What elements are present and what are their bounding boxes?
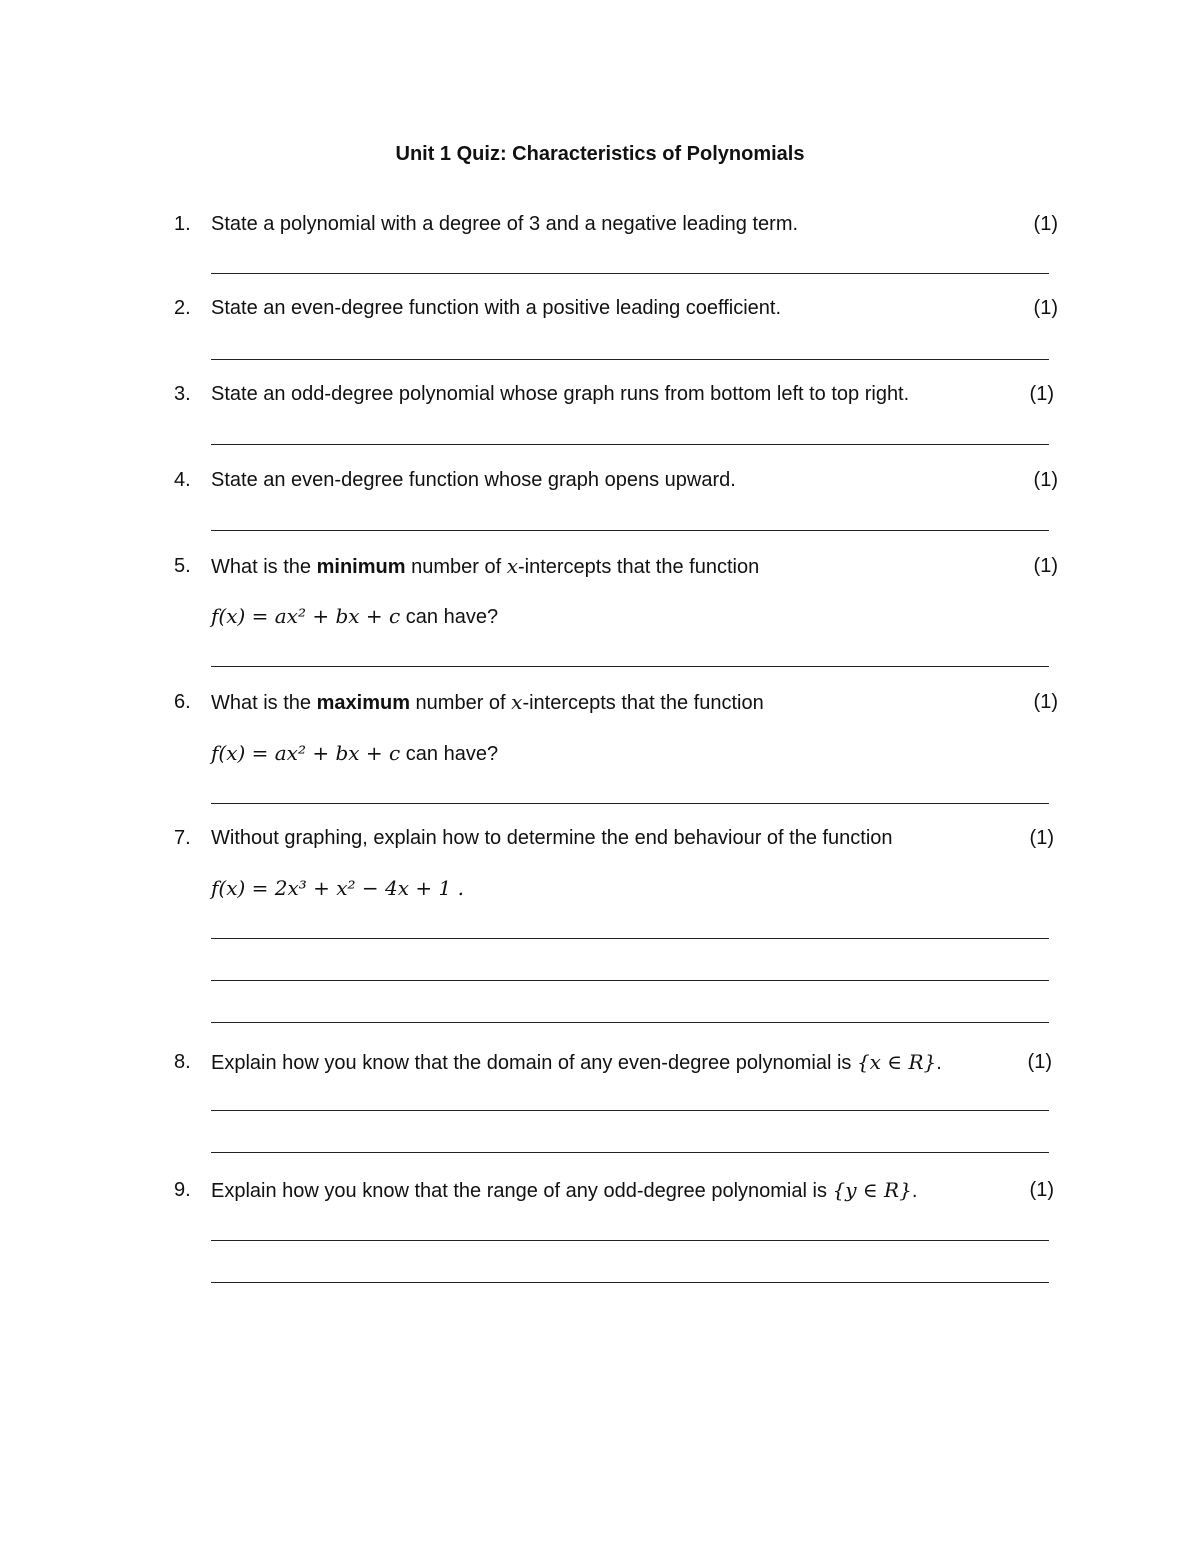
answer-line[interactable]	[211, 273, 1049, 274]
text-part: number of	[409, 692, 512, 714]
question-number: 3.	[174, 383, 191, 405]
emphasis-text: minimum	[316, 556, 406, 578]
equation: f(x) = ax² + bx + c	[211, 604, 401, 628]
text-part: .	[936, 1052, 942, 1074]
question-marks: (1)	[1033, 213, 1058, 235]
question-text: State an odd-degree polynomial whose graph runs from bottom left to top right.	[211, 383, 910, 405]
math-set: {x ∈ R}	[856, 1050, 937, 1074]
question-marks: (1)	[1033, 691, 1058, 713]
math-variable: x	[506, 554, 518, 578]
equation-tail: can have?	[400, 743, 499, 765]
question-6-equation	[211, 737, 498, 769]
question-marks: (1)	[1029, 827, 1054, 849]
question-number: 4.	[174, 469, 191, 491]
question-marks: (1)	[1029, 383, 1054, 405]
text-part: .	[911, 1180, 918, 1202]
question-number: 8.	[174, 1051, 191, 1073]
equation: f(x) = 2x³ + x² − 4x + 1 .	[211, 876, 464, 900]
text-part: -intercepts that the function	[522, 692, 764, 714]
math-variable: x	[511, 690, 523, 714]
question-number: 6.	[174, 691, 191, 713]
question-7-equation	[211, 872, 464, 904]
question-5-equation	[211, 600, 498, 632]
emphasis-text: maximum	[316, 692, 410, 714]
answer-line[interactable]	[211, 803, 1049, 804]
question-number: 5.	[174, 555, 191, 577]
text-part: -intercepts that the function	[517, 556, 760, 578]
question-text: State an even-degree function with a positive leading coefficient.	[211, 297, 781, 319]
question-text: State an even-degree function whose graph opens upward.	[211, 469, 736, 491]
answer-line[interactable]	[211, 1282, 1049, 1283]
quiz-title: Unit 1 Quiz: Characteristics of Polynomials	[395, 143, 805, 165]
answer-line[interactable]	[211, 666, 1049, 667]
question-8	[174, 1048, 1058, 1076]
text-part: Explain how you know that the range of any odd-degree polynomial is	[211, 1180, 833, 1202]
question-number: 1.	[174, 213, 191, 235]
answer-line[interactable]	[211, 1152, 1049, 1153]
question-text	[211, 1048, 942, 1077]
question-1	[174, 210, 1058, 238]
question-2	[174, 294, 1058, 322]
text-part: number of	[405, 556, 507, 578]
answer-line[interactable]	[211, 1022, 1049, 1023]
question-number: 2.	[174, 297, 191, 319]
question-text: State a polynomial with a degree of 3 and a negative leading term.	[211, 213, 799, 235]
question-marks: (1)	[1027, 1051, 1052, 1073]
question-marks: (1)	[1029, 1179, 1054, 1201]
question-marks: (1)	[1033, 297, 1058, 319]
question-number: 9.	[174, 1179, 191, 1201]
answer-line[interactable]	[211, 938, 1049, 939]
question-text: Without graphing, explain how to determine the end behaviour of the function	[211, 827, 893, 849]
question-7	[174, 824, 1058, 852]
question-marks: (1)	[1033, 555, 1058, 577]
answer-line[interactable]	[211, 1240, 1049, 1241]
question-4	[174, 466, 1058, 494]
math-set: {y ∈ R}	[832, 1178, 912, 1202]
text-part: What is the	[211, 556, 317, 578]
answer-line[interactable]	[211, 980, 1049, 981]
text-part: What is the	[211, 692, 317, 714]
equation: f(x) = ax² + bx + c	[211, 741, 401, 765]
question-text	[211, 1176, 917, 1205]
question-3	[174, 380, 1058, 408]
text-part: Explain how you know that the domain of any even-degree polynomial is	[211, 1052, 857, 1074]
equation-tail: can have?	[400, 606, 499, 628]
answer-line[interactable]	[211, 444, 1049, 445]
answer-line[interactable]	[211, 359, 1049, 360]
answer-line[interactable]	[211, 1110, 1049, 1111]
question-9	[174, 1176, 1058, 1204]
question-number: 7.	[174, 827, 191, 849]
question-5	[174, 552, 1058, 580]
question-text	[211, 552, 759, 581]
answer-line[interactable]	[211, 530, 1049, 531]
question-6	[174, 688, 1058, 716]
question-marks: (1)	[1033, 469, 1058, 491]
question-text	[211, 688, 764, 717]
